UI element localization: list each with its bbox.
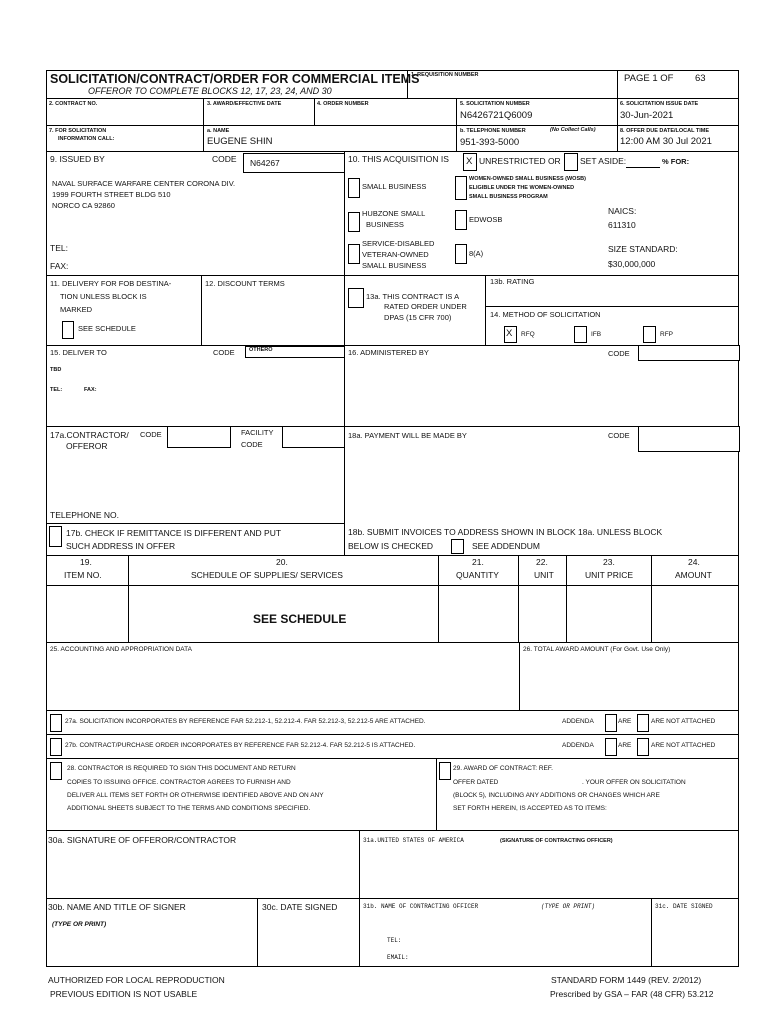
fob-label-3: MARKED bbox=[60, 305, 93, 314]
27b-addenda: ADDENDA bbox=[562, 742, 594, 749]
signer-type-label: (TYPE OR PRINT) bbox=[52, 921, 107, 928]
27b-are-not: ARE NOT ATTACHED bbox=[651, 742, 716, 749]
small-business-checkbox[interactable] bbox=[348, 178, 360, 198]
footer-right-1: STANDARD FORM 1449 (REV. 2/2012) bbox=[551, 975, 702, 985]
info-call-label-1: 7. FOR SOLICITATION bbox=[49, 128, 107, 134]
signer-date-label: 30c. DATE SIGNED bbox=[262, 902, 338, 912]
form-title: SOLICITATION/CONTRACT/ORDER FOR COMMERCIAL ITEMS bbox=[50, 72, 420, 86]
edwosb-checkbox[interactable] bbox=[455, 210, 467, 230]
rfq-label: RFQ bbox=[521, 331, 535, 338]
eight-a-label: 8(A) bbox=[469, 249, 484, 258]
set-aside-label: SET ASIDE: bbox=[580, 156, 627, 166]
acquisition-label: 10. THIS ACQUISITION IS bbox=[348, 154, 449, 164]
issue-date-label: 6. SOLICITATION ISSUE DATE bbox=[620, 101, 699, 107]
col-19-number: 19. bbox=[80, 557, 92, 567]
fob-label-2: TION UNLESS BLOCK IS bbox=[60, 292, 147, 301]
size-standard-label: SIZE STANDARD: bbox=[608, 244, 678, 254]
offeror-signature-label: 30a. SIGNATURE OF OFFEROR/CONTRACTOR bbox=[48, 835, 237, 845]
29-line-2: OFFER DATED bbox=[453, 779, 499, 786]
edwosb-label: EDWOSB bbox=[469, 215, 503, 224]
size-standard-value: $30,000,000 bbox=[608, 259, 656, 269]
phone-value[interactable]: 951-393-5000 bbox=[460, 137, 520, 148]
issue-date-value[interactable]: 30-Jun-2021 bbox=[620, 110, 674, 121]
ifb-label: IFB bbox=[591, 331, 602, 338]
sdvosb-label-3: SMALL BUSINESS bbox=[362, 261, 427, 270]
27a-label: 27a. SOLICITATION INCORPORATES BY REFERENCE FAR 52.212-1, 52.212-4. FAR 52.212-3, 52.212-5 ARE ATTACHED. bbox=[65, 718, 426, 725]
accounting-label: 25. ACCOUNTING AND APPROPRIATION DATA bbox=[50, 646, 192, 653]
col-amount: AMOUNT bbox=[675, 570, 712, 580]
fob-checkbox[interactable] bbox=[62, 321, 74, 339]
col-quantity: QUANTITY bbox=[456, 570, 499, 580]
col-24-number: 24. bbox=[688, 557, 700, 567]
28-line-3: DELIVER ALL ITEMS SET FORTH OR OTHERWISE IDENTIFIED ABOVE AND ON ANY bbox=[67, 792, 324, 799]
27a-are-not: ARE NOT ATTACHED bbox=[651, 718, 716, 725]
27a-addenda: ADDENDA bbox=[562, 718, 594, 725]
remittance-label-1: 17b. CHECK IF REMITTANCE IS DIFFERENT AND PUT bbox=[66, 528, 282, 538]
signer-name-label: 30b. NAME AND TITLE OF SIGNER bbox=[48, 902, 186, 912]
col-20-number: 20. bbox=[276, 557, 288, 567]
naics-label: NAICS: bbox=[608, 206, 637, 216]
addendum-checkbox[interactable] bbox=[451, 539, 464, 554]
28-checkbox[interactable] bbox=[50, 762, 62, 780]
phone-note: (No Collect Calls) bbox=[550, 127, 596, 133]
issuer-address-1: NAVAL SURFACE WARFARE CENTER CORONA DIV. bbox=[52, 179, 236, 188]
administered-by-code-label: CODE bbox=[608, 349, 630, 358]
col-schedule: SCHEDULE OF SUPPLIES/ SERVICES bbox=[191, 570, 343, 580]
facility-code-box[interactable] bbox=[282, 426, 345, 448]
facility-label-2: CODE bbox=[241, 440, 263, 449]
rating-label: 13b. RATING bbox=[490, 277, 535, 286]
wosb-checkbox[interactable] bbox=[455, 176, 467, 200]
co-type-label: (TYPE OR PRINT) bbox=[541, 903, 596, 910]
form-subtitle: OFFEROR TO COMPLETE BLOCKS 12, 17, 23, 24, AND 30 bbox=[88, 86, 332, 96]
fob-see-schedule: SEE SCHEDULE bbox=[78, 324, 136, 333]
27b-label: 27b. CONTRACT/PURCHASE ORDER INCORPORATES BY REFERENCE FAR 52.212-4. FAR 52.212-5 IS ATTACHED. bbox=[65, 742, 416, 749]
remittance-checkbox[interactable] bbox=[49, 526, 62, 547]
set-aside-checkbox[interactable] bbox=[564, 153, 578, 171]
invoice-label-2: BELOW IS CHECKED bbox=[348, 541, 434, 551]
deliver-to-tbd: TBD bbox=[50, 367, 62, 373]
co-email-label: EMAIL: bbox=[387, 954, 409, 961]
issuer-address-3: NORCO CA 92860 bbox=[52, 201, 115, 210]
col-21-number: 21. bbox=[472, 557, 484, 567]
27a-are: ARE bbox=[618, 718, 632, 725]
usa-label: 31a.UNITED STATES OF AMERICA bbox=[363, 837, 464, 844]
fob-label-1: 11. DELIVERY FOR FOB DESTINA- bbox=[50, 279, 172, 288]
29-line-1: 29. AWARD OF CONTRACT: REF. bbox=[453, 765, 553, 772]
invoice-label-1: 18b. SUBMIT INVOICES TO ADDRESS SHOWN IN BLOCK 18a. UNLESS BLOCK bbox=[348, 527, 663, 537]
issuer-tel: TEL: bbox=[50, 243, 68, 253]
contract-no-label: 2. CONTRACT NO. bbox=[49, 101, 98, 107]
29-line-4: SET FORTH HEREIN, IS ACCEPTED AS TO ITEMS: bbox=[453, 805, 607, 812]
phone-label: b. TELEPHONE NUMBER bbox=[460, 128, 526, 134]
unrestricted-check-mark: X bbox=[466, 156, 473, 167]
co-name-label: 31b. NAME OF CONTRACTING OFFICER bbox=[363, 903, 479, 910]
administered-by-label: 16. ADMINISTERED BY bbox=[348, 348, 429, 357]
sdvosb-label-1: SERVICE-DISABLED bbox=[362, 239, 435, 248]
deliver-to-fax: FAX: bbox=[84, 387, 97, 393]
issued-by-code-value: N64267 bbox=[250, 158, 280, 168]
28-line-1: 28. CONTRACTOR IS REQUIRED TO SIGN THIS DOCUMENT AND RETURN bbox=[67, 765, 296, 772]
due-date-value[interactable]: 12:00 AM 30 Jul 2021 bbox=[620, 136, 712, 147]
order-number-label: 4. ORDER NUMBER bbox=[317, 101, 369, 107]
col-22-number: 22. bbox=[536, 557, 548, 567]
hubzone-label-2: BUSINESS bbox=[366, 220, 404, 229]
contractor-code-label: CODE bbox=[140, 430, 162, 439]
27b-are-not-checkbox[interactable] bbox=[637, 738, 649, 756]
see-addendum-label: SEE ADDENDUM bbox=[472, 541, 541, 551]
27a-are-not-checkbox[interactable] bbox=[637, 714, 649, 732]
rfp-checkbox[interactable] bbox=[643, 326, 656, 343]
contractor-code-box[interactable] bbox=[167, 426, 231, 448]
requisition-label: 1. REQUISITION NUMBER bbox=[411, 72, 479, 78]
deliver-to-code-label: CODE bbox=[213, 348, 235, 357]
payment-label: 18a. PAYMENT WILL BE MADE BY bbox=[348, 431, 467, 440]
payment-code-label: CODE bbox=[608, 431, 630, 440]
facility-label-1: FACILITY bbox=[241, 428, 274, 437]
27a-are-checkbox[interactable] bbox=[605, 714, 617, 732]
sdvosb-label-2: VETERAN-OWNED bbox=[362, 250, 429, 259]
footer-left-1: AUTHORIZED FOR LOCAL REPRODUCTION bbox=[48, 975, 225, 985]
naics-value: 611310 bbox=[608, 220, 636, 230]
page-label: PAGE 1 OF bbox=[624, 73, 674, 84]
co-date-label: 31c. DATE SIGNED bbox=[655, 903, 713, 910]
27a-checkbox[interactable] bbox=[50, 714, 62, 732]
solicitation-number-value[interactable]: N6426721Q6009 bbox=[460, 110, 533, 121]
28-line-4: ADDITIONAL SHEETS SUBJECT TO THE TERMS AND CONDITIONS SPECIFIED. bbox=[67, 805, 311, 812]
col-unit: UNIT bbox=[534, 570, 554, 580]
see-schedule-label: SEE SCHEDULE bbox=[253, 612, 347, 626]
name-label: a. NAME bbox=[207, 128, 230, 134]
29-line-2b: . YOUR OFFER ON SOLICITATION bbox=[582, 779, 686, 786]
sdvosb-checkbox[interactable] bbox=[348, 244, 360, 264]
hubzone-label-1: HUBZONE SMALL bbox=[362, 209, 426, 218]
page-total: 63 bbox=[695, 73, 706, 84]
col-23-number: 23. bbox=[603, 557, 615, 567]
telephone-label: TELEPHONE NO. bbox=[50, 510, 119, 520]
rated-order-label-2: RATED ORDER UNDER bbox=[384, 302, 467, 311]
wosb-label-2: ELIGIBLE UNDER THE WOMEN-OWNED bbox=[469, 185, 575, 191]
27b-checkbox[interactable] bbox=[50, 738, 62, 756]
issuer-address-2: 1999 FOURTH STREET BLDG 510 bbox=[52, 190, 171, 199]
eight-a-checkbox[interactable] bbox=[455, 244, 467, 264]
administered-by-code-box[interactable] bbox=[638, 345, 740, 361]
rated-order-label-1: 13a. THIS CONTRACT IS A bbox=[366, 292, 460, 301]
footer-right-2: Prescribed by GSA – FAR (48 CFR) 53.212 bbox=[550, 989, 714, 999]
solicitation-number-label: 5. SOLICITATION NUMBER bbox=[460, 101, 530, 107]
footer-left-2: PREVIOUS EDITION IS NOT USABLE bbox=[50, 989, 198, 999]
rfp-label: RFP bbox=[660, 331, 673, 338]
col-unit-price: UNIT PRICE bbox=[585, 570, 634, 580]
set-aside-percent-blank[interactable] bbox=[626, 167, 660, 168]
co-signature-label: (SIGNATURE OF CONTRACTING OFFICER) bbox=[500, 838, 613, 844]
wosb-label-1: WOMEN-OWNED SMALL BUSINESS (WOSB) bbox=[469, 176, 586, 182]
deliver-to-tel: TEL: bbox=[50, 387, 63, 393]
small-business-label: SMALL BUSINESS bbox=[362, 182, 427, 191]
rfq-check-mark: X bbox=[506, 328, 513, 339]
discount-terms-label: 12. DISCOUNT TERMS bbox=[205, 279, 285, 288]
27b-are: ARE bbox=[618, 742, 632, 749]
name-value[interactable]: EUGENE SHIN bbox=[207, 136, 273, 147]
29-checkbox[interactable] bbox=[439, 762, 451, 780]
issuer-fax: FAX: bbox=[50, 261, 69, 271]
deliver-to-code-value: OTHERO bbox=[249, 347, 273, 353]
info-call-label-2: INFORMATION CALL: bbox=[58, 136, 115, 142]
percent-for-label: % FOR: bbox=[662, 157, 690, 166]
total-award-label: 26. TOTAL AWARD AMOUNT (For Govt. Use Only) bbox=[523, 646, 671, 653]
hubzone-checkbox[interactable] bbox=[348, 212, 360, 232]
payment-code-box[interactable] bbox=[638, 426, 740, 452]
unrestricted-label: UNRESTRICTED OR bbox=[479, 156, 561, 166]
award-date-label: 3. AWARD/EFFECTIVE DATE bbox=[207, 101, 282, 107]
method-label: 14. METHOD OF SOLICITATION bbox=[490, 310, 601, 319]
issued-by-label: 9. ISSUED BY bbox=[50, 154, 105, 164]
contractor-label-1: 17a.CONTRACTOR/ bbox=[50, 430, 129, 440]
due-date-label: 8. OFFER DUE DATE/LOCAL TIME bbox=[620, 128, 710, 134]
27b-are-checkbox[interactable] bbox=[605, 738, 617, 756]
wosb-label-3: SMALL BUSINESS PROGRAM bbox=[469, 194, 548, 200]
ifb-checkbox[interactable] bbox=[574, 326, 587, 343]
28-line-2: COPIES TO ISSUING OFFICE. CONTRACTOR AGREES TO FURNISH AND bbox=[67, 779, 291, 786]
rated-order-checkbox[interactable] bbox=[348, 288, 364, 308]
contractor-label-2: OFFEROR bbox=[66, 441, 108, 451]
col-item-no: ITEM NO. bbox=[64, 570, 102, 580]
co-tel-label: TEL: bbox=[387, 937, 402, 944]
deliver-to-label: 15. DELIVER TO bbox=[50, 348, 107, 357]
29-line-3: (BLOCK 5), INCLUDING ANY ADDITIONS OR CHANGES WHICH ARE bbox=[453, 792, 660, 799]
issued-by-code-label: CODE bbox=[212, 154, 237, 164]
rated-order-label-3: DPAS (15 CFR 700) bbox=[384, 313, 452, 322]
remittance-label-2: SUCH ADDRESS IN OFFER bbox=[66, 541, 176, 551]
